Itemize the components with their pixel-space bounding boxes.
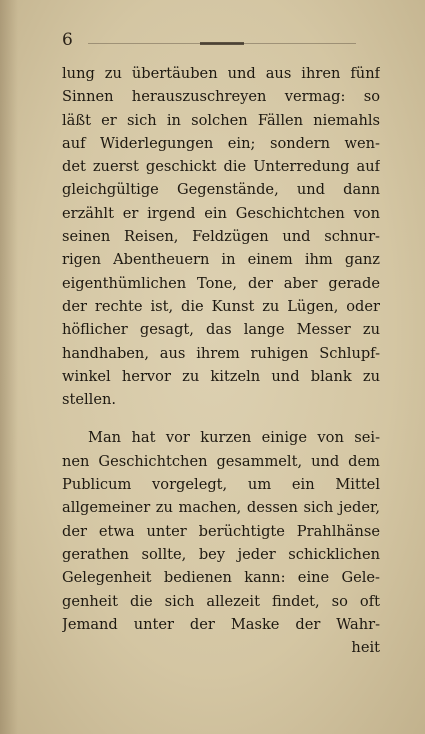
header-rule xyxy=(88,43,356,44)
text-line: stellen. xyxy=(62,391,116,409)
text-line: erzählt er irgend ein Geschichtchen von xyxy=(62,204,380,222)
body-text xyxy=(62,62,380,659)
text-line: det zuerst geschickt die Unterredung auf xyxy=(62,158,380,176)
text-line: eigenthümlichen Tone, der aber gerade xyxy=(62,274,380,292)
text-line: allgemeiner zu machen, dessen sich jeder, xyxy=(62,499,380,517)
text-line: der etwa unter berüchtigte Prahlhänse xyxy=(62,522,380,540)
text-line: gleichgültige Gegenstände, und dann xyxy=(62,181,380,199)
paragraph-1 xyxy=(62,62,380,411)
text-line: Publicum vorgelegt, um ein Mittel xyxy=(62,476,380,494)
text-line: Jemand unter der Maske der Wahr- xyxy=(62,615,380,633)
text-line: gerathen sollte, bey jeder schicklichen xyxy=(62,545,380,563)
paragraph-gap xyxy=(62,411,380,426)
text-line: läßt er sich in solchen Fällen niemahls xyxy=(62,111,380,129)
text-line: höflicher gesagt, das lange Messer zu xyxy=(62,321,380,339)
text-line: Sinnen herauszuschreyen vermag: so xyxy=(62,88,380,106)
text-line: Man hat vor kurzen einige von sei- xyxy=(88,429,380,447)
text-line: auf Widerlegungen ein; sondern wen- xyxy=(62,134,380,152)
text-line: winkel hervor zu kitzeln und blank zu xyxy=(62,367,380,385)
text-line: rigen Abentheuern in einem ihm ganz xyxy=(62,251,380,269)
text-line: der rechte ist, die Kunst zu Lügen, oder xyxy=(62,297,380,315)
page-number: 6 xyxy=(62,30,73,50)
catchword: heit xyxy=(351,639,380,657)
text-line: seinen Reisen, Feldzügen und schnur- xyxy=(62,228,380,246)
text-line: Gelegenheit bedienen kann: eine Gele- xyxy=(62,569,380,587)
text-line: genheit die sich allezeit findet, so oft xyxy=(62,592,380,610)
text-line: lung zu übertäuben und aus ihren fünf xyxy=(62,65,380,82)
text-line: handhaben, aus ihrem ruhigen Schlupf- xyxy=(62,344,380,362)
text-line: nen Geschichtchen gesammelt, und dem xyxy=(62,452,380,470)
paragraph-2 xyxy=(62,426,380,636)
page-edge-shadow xyxy=(0,0,18,734)
